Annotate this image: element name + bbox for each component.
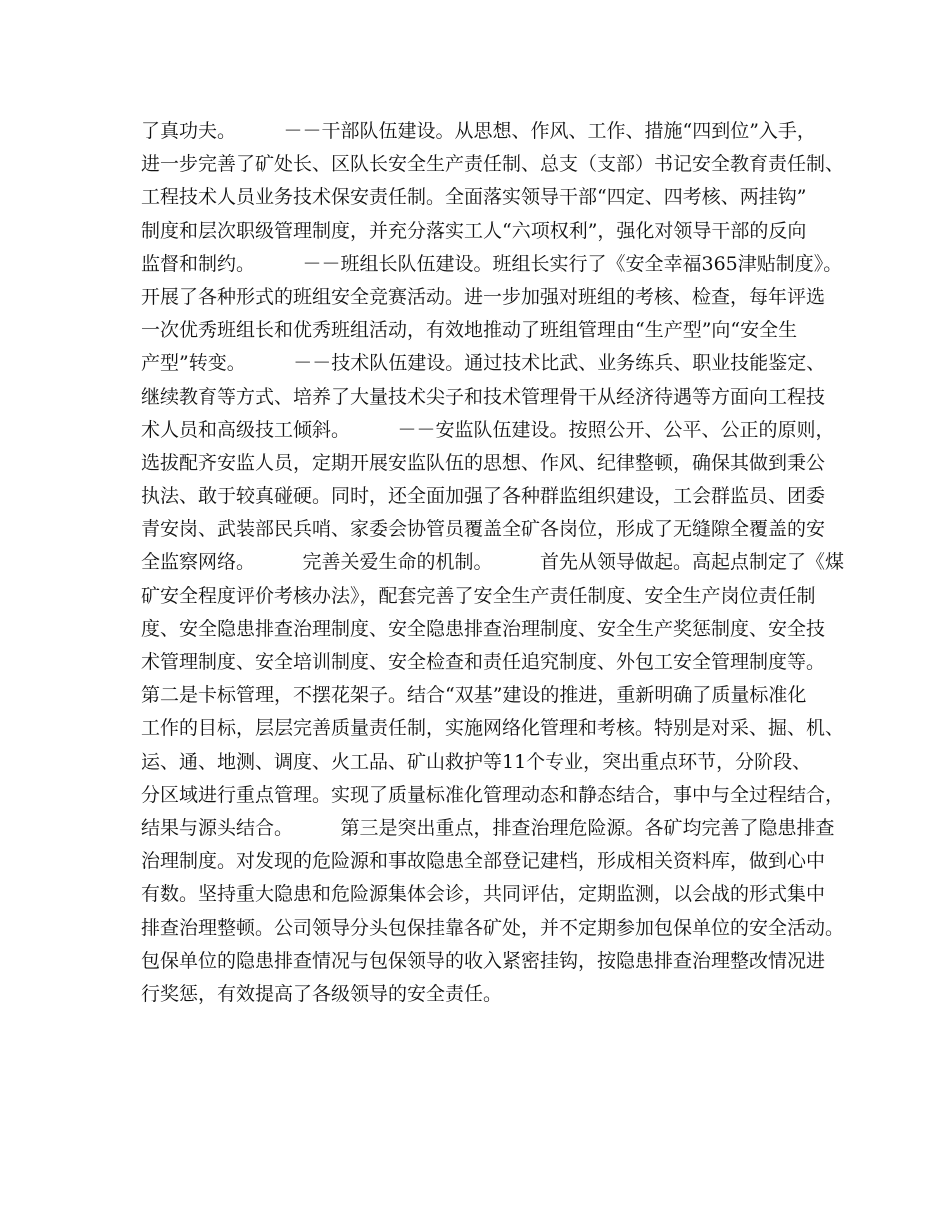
text-line: 产型”转变。 －－技术队伍建设。通过技术比武、业务练兵、职业技能鉴定、 (141, 352, 826, 375)
text-line: 分区域进行重点管理。实现了质量标准化管理动态和静态结合，事中与全过程结合， (141, 783, 845, 806)
text-line: 了真功夫。 －－干部队伍建设。从思想、作风、工作、措施“四到位”入手， (141, 120, 816, 142)
text-line: 行奖惩，有效提高了各级领导的安全责任。 (141, 982, 503, 1005)
text-line: 排查治理整顿。公司领导分头包保挂靠各矿处，并不定期参加包保单位的安全活动。 (141, 916, 845, 939)
text-line: 监督和制约。 －－班组长队伍建设。班组长实行了《安全幸福365津贴制度》。 (141, 252, 843, 275)
text-line: 继续教育等方式、培养了大量技术尖子和技术管理骨干从经济待遇等方面向工程技 (141, 385, 826, 408)
text-line: 运、通、地测、调度、火工品、矿山救护等11个专业，突出重点环节，分阶段、 (141, 750, 812, 773)
text-line: 全监察网络。 完善关爱生命的机制。 首先从领导做起。高起点制定了《煤 (141, 551, 845, 574)
text-line: 治理制度。对发现的危险源和事故隐患全部登记建档，形成相关资料库，做到心中 (141, 850, 826, 873)
text-line: 一次优秀班组长和优秀班组活动，有效地推动了班组管理由“生产型”向“安全生 (141, 319, 798, 342)
text-line: 度、安全隐患排查治理制度、安全隐患排查治理制度、安全生产奖惩制度、安全技 (141, 617, 826, 640)
text-line: 进一步完善了矿处长、区队长安全生产责任制、总支（支部）书记安全教育责任制、 (141, 153, 845, 176)
text-line: 制度和层次职级管理制度，并充分落实工人“六项权利”，强化对领导干部的反向 (141, 219, 807, 242)
text-line: 术人员和高级技工倾斜。 －－安监队伍建设。按照公开、公平、公正的原则， (141, 418, 835, 441)
text-line: 术管理制度、安全培训制度、安全检查和责任追究制度、外包工安全管理制度等。 (141, 651, 826, 673)
text-line: 执法、敢于较真碰硬。同时，还全面加强了各种群监组织建设，工会群监员、团委 (141, 485, 826, 508)
text-line: 选拔配齐安监人员，定期开展安监队伍的思想、作风、纪律整顿，确保其做到秉公 (141, 451, 826, 474)
text-line: 矿安全程度评价考核办法》，配套完善了安全生产责任制度、安全生产岗位责任制 (141, 584, 816, 607)
text-line: 工程技术人员业务技术保安责任制。全面落实领导干部“四定、四考核、两挂钩” (141, 186, 807, 209)
body-text (141, 115, 845, 1011)
text-line: 结果与源头结合。 第三是突出重点，排查治理危险源。各矿均完善了隐患排查 (141, 816, 835, 839)
text-line: 工作的目标，层层完善质量责任制，实施网络化管理和考核。特别是对采、掘、机、 (141, 717, 845, 740)
text-line: 青安岗、武装部民兵哨、家委会协管员覆盖全矿各岗位，形成了无缝隙全覆盖的安 (141, 518, 826, 541)
text-line: 有数。坚持重大隐患和危险源集体会诊，共同评估，定期监测，以会战的形式集中 (141, 883, 826, 906)
text-line: 包保单位的隐患排查情况与包保领导的收入紧密挂钩，按隐患排查治理整改情况进 (141, 949, 826, 972)
text-line: 开展了各种形式的班组安全竞赛活动。进一步加强对班组的考核、检查，每年评选 (141, 285, 826, 308)
text-line: 第二是卡标管理，不摆花架子。结合“双基”建设的推进，重新明确了质量标准化 (141, 684, 807, 707)
